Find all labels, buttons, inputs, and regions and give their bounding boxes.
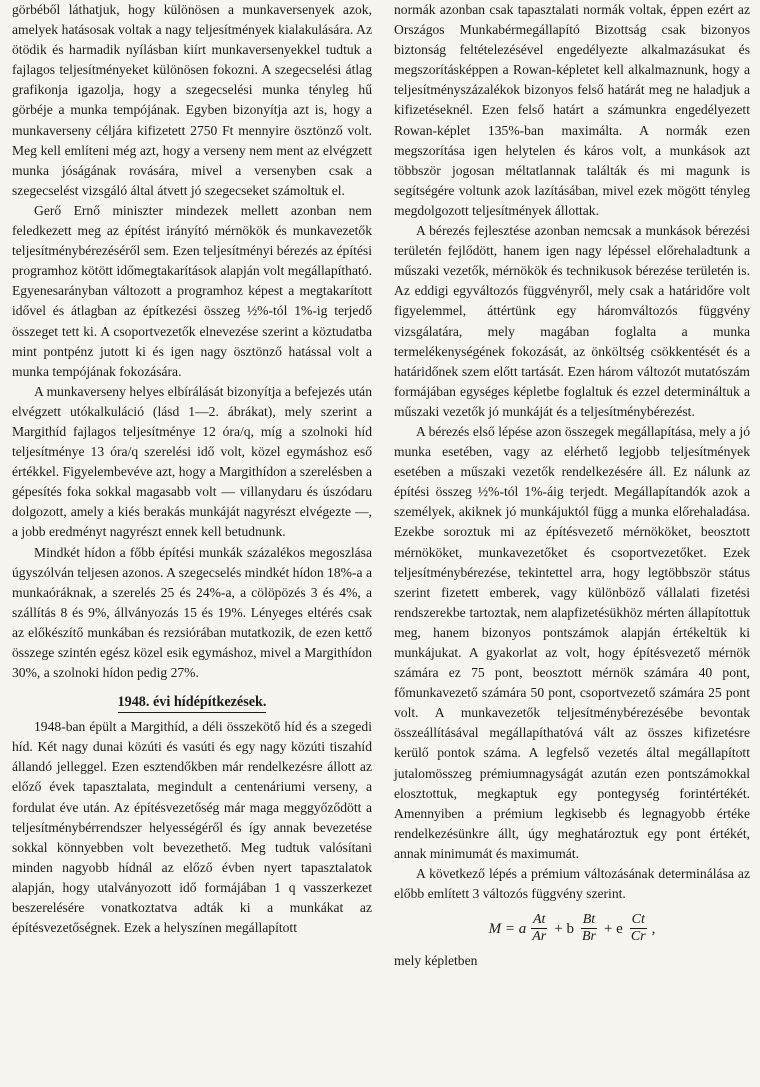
fraction-numerator: Bt — [582, 912, 596, 928]
fraction-numerator: Ct — [631, 912, 645, 928]
fraction-c — [629, 912, 648, 945]
paragraph: görbéből láthatjuk, hogy különösen a munkaversenyek azok, amelyek hatásosak voltak a nagy teljesítmények kialakulására. Az ötödik és harmadik nyílásban kiírt munkaversenyekkel tudtuk a fajlagos teljesítményeket különösen fokozni. A szegecselési átlag grafikonja igazolja, hogy a szegecselési munka tényleg hű görbéje a munka tempójának. Egyben bizonyítja azt is, hogy a munkaverseny céljára kifizetett 2750 Ft mennyire ösztönző volt. Meg kell említeni még azt, hogy a verseny nem ment az elvégzett munka jóságának rovására, mivel a versenyben csak a szegecselést vizsgáló által átvett jó szegecseket számoltuk el. — [12, 2, 372, 198]
paragraph: Gerő Ernő miniszter mindezek mellett azonban nem feledkezett meg az építést irányító mérnökök és munkavezetők teljesítménybérezéséről sem. Ezen teljesítményi bérezés az építési programhoz kötött időmegtakarítások alapján volt megállapítható. Egyenesarányban változott a programhoz képest a megtakarított idővel és átlagban az építkezési összeg ½%-tól 1%-ig terjedő összeget tett ki. A csoportvezetők elnevezése szerint a köztudatba mint pontpénz jutott ki és igen nagy ösztönző hatással volt a munka tempójának fokozására. — [12, 202, 372, 379]
fraction-denominator: Br — [581, 929, 596, 945]
paragraph: mely képletben — [394, 953, 478, 969]
premium-formula — [394, 912, 750, 945]
right-column — [394, 0, 750, 971]
paragraph: A munkaverseny helyes elbírálását bizonyítja a befejezés után elvégzett utókalkuláció (lásd 1—2. ábrákat), mely szerint a Margithíd fajlagos teljesítménye 12 óra/q, míg a szolnoki híd teljesítménye 13 óra/q szerelési idő volt, közel egymáshoz eső értékkel. Figyelembevéve azt, hogy a Margithídon a szerelésben a gépesítés foka sokkal magasabb volt — villanydaru és úszódaru dolgozott, amely a kiés berakás munkáját nagyrészt elvégezte —, a jobb eredményt nagyrészt ennek kell betudnunk. — [12, 383, 372, 540]
paragraph: 1948-ban épült a Margithíd, a déli összekötő híd és a szegedi híd. Két nagy dunai közúti és vasúti és egy nagy közúti tiszahíd állandó jelleggel. Ezen esztendőkben már rendelkezésre állott az előző évek tapasztalata, megindult a centenáriumi verseny, a fordulat éve után. Az építésvezetőség már maga meggyőződött a teljesítménybérrendszer helyességéről és így annak bevezetése sokkal könnyebben volt bevezethető. Meg tudtuk valósítani minden nagyobb hídnál az előző évben nyert tapasztalatok alapján, hogy utalványozott idő formájában 1 q vasszerkezet beszerelésére vonatkoztatva adták ki a munkákat az építésvezetőségnek. Ezek a helyszínen megállapított — [12, 719, 372, 936]
paragraph: A bérezés első lépése azon összegek megállapítása, mely a jó munka esetében, vagy az elérhető legjobb teljesítmények esetében a műszaki vezetők rendelkezésére áll. Ez nálunk az építési összeg ½%-tól 1%-áig terjedt. Megállapítandók azok a személyek, akiknek jó munkájuktól függ a munka előrehaladása. Ezekbe soroztuk mi az építésvezető mérnököket, beosztott mérnököket, munkavezetőket és csoportvezetőket. Ezek teljesítménybérezése, tekintettel arra, hogy legtöbbször státus szerint fizetett emberek, vagy különböző vállalati fizetési rendszerekbe tartoztak, nem alapfizetésükhöz mérten állapítottuk meg, hanem bizonyos pontszámok alapján értékeltük ki munkájukat. A gyakorlat az volt, hogy építésvezető mérnök számára ez 75 pont, beosztott mérnök számára 40 pont, főmunkavezető számára 50 pont, csoportvezető számára 25 pont volt. A munkavezetők teljesítménybérezésébe bevontak összeállításával megállapíthatóvá vált az összes kifizetésre kerülő pontok száma. A legfelső vezetés által megállapított jutalomösszeg prémiumnagyságát azután ezen pontszámokkal elosztottuk, megkaptuk egy pontegység forintértékét. Amennyiben a prémium legkisebb és legnagyobb értéke rendelkezésünkre állt, úgy meghatároztuk egy pont értékét, annak minimumát és maximumát. — [394, 423, 750, 861]
formula-tail: , — [651, 920, 656, 937]
formula-lhs: M = a — [488, 920, 527, 937]
fraction-b — [580, 912, 598, 945]
fraction-denominator: Cr — [630, 929, 646, 945]
fraction-numerator: At — [533, 912, 546, 928]
left-column — [12, 0, 372, 938]
paragraph: normák azonban csak tapasztalati normák voltak, éppen ezért az Országos Munkabérmegállapító Bizottság csak bizonyos biztonság feltételezésével engedélyezte alkalmazásukat és megszorításképpen a Rowan-képletet kell alkalmaznunk, hogy a teljesítményszázalékok bizonyos felső határát meg ne haladjuk a kifizetéseknél. Ezen felső határt a számunkra engedélyezett Rowan-képlet 135%-ban maximálta. A normák ezen megszorítása igen helytelen és káros volt, a munkások azt többször jogosan méltatlannak találták és mi magunk is segítségére voltunk azok lazításában, mivel ezek mögött tényleg megdolgozott teljesítmények állottak. — [394, 2, 750, 218]
formula-plus-e: + e — [603, 920, 623, 937]
paragraph: A következő lépés a prémium változásának determinálása az előbb említett 3 változós függvény szerint. — [394, 866, 750, 902]
fraction-a — [530, 912, 548, 945]
paragraph: Mindkét hídon a főbb építési munkák százalékos megoszlása úgyszólván teljesen azonos. A szegecselés mindkét hídon 18%-a a munkaóráknak, a szerelés 25 és 24%-a, a cölöpözés 3 és 4%, a szállítás 8 és 9%, állványozás 15 és 19%. Lényeges eltérés csak az előkészítő munkában és rezsiórában mutatkozik, de ezen kettő összege szintén egész közel esik egymáshoz, mivel a Margithídon 30%, a szolnoki hídon pedig 27%. — [12, 544, 372, 681]
section-heading: 1948. évi hídépítkezések. — [118, 692, 267, 713]
fraction-denominator: Ar — [532, 929, 547, 945]
formula-plus-b: + b — [554, 920, 574, 937]
paragraph: A bérezés fejlesztése azonban nemcsak a munkások bérezési területén fejlődött, hanem igen nagy lépéssel előrehaladtunk a műszaki vezetők, mérnökök és technikusok bérezése területén is. Az eddigi egyváltozós függvényről, mely csak a határidőre volt figyelemmel, áttértünk egy háromváltozós függvény vizsgálatára, mely magában foglalta a munka termelékenységének fokozását, az önköltség csökkentését és a határidőnek szem előtt tartását. Ezen három változót mutatószám formájában egységes képletbe foglaltuk és ezzel determináltuk a műszaki vezetők jó munkáját és a teljesítménybérezést. — [394, 223, 750, 419]
